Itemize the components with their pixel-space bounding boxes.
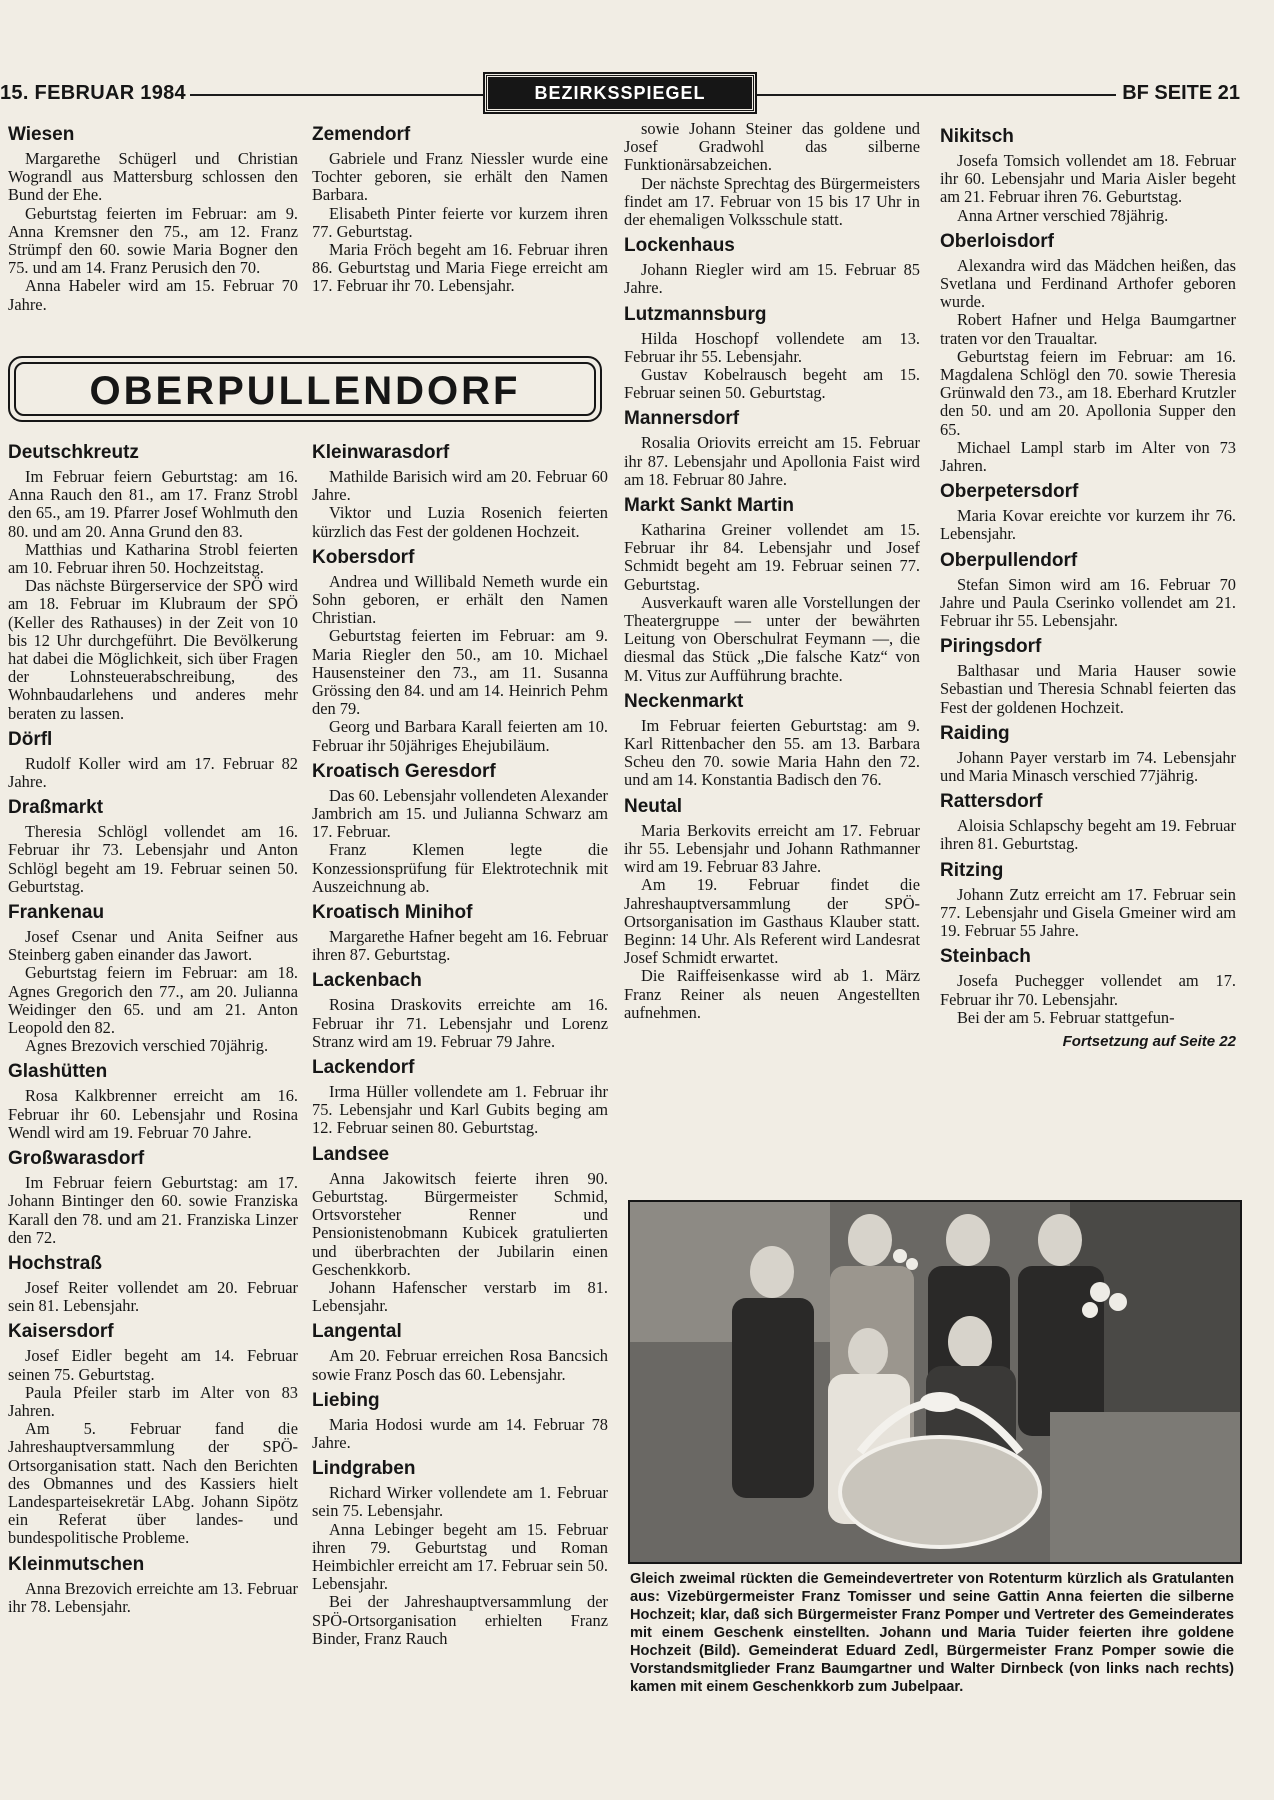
article-paragraph: Josefa Tomsich vollendet am 18. Februar ihr 60. Lebensjahr und Maria Aisler begeht am 21. Februar ihren 76. Geburtstag. — [940, 151, 1236, 207]
article-paragraph: Josef Csenar und Anita Seifner aus Steinberg gaben einander das Jawort. — [8, 927, 298, 965]
article — [940, 946, 1236, 1027]
article-heading: Nikitsch — [940, 126, 1014, 147]
district-title: OBERPULLENDORF — [14, 362, 596, 416]
article — [312, 761, 608, 896]
article — [624, 235, 920, 297]
article — [8, 797, 298, 896]
article-heading: Rattersdorf — [940, 791, 1043, 813]
article-heading: Hochstraß — [8, 1252, 102, 1274]
article-paragraph: Rudolf Koller wird am 17. Februar 82 Jahre. — [8, 753, 298, 792]
article-heading: Draßmarkt — [8, 797, 104, 819]
article-heading: Frankenau — [8, 902, 105, 924]
article-paragraph: Geburtstag feierten im Februar: am 9. Anna Kremsner den 75., am 12. Franz Strümpf den 60. sowie Maria Bogner den 75. und am 14. Franz Perusich den 70. — [8, 203, 298, 278]
article-paragraph: Ausverkauft waren alle Vorstellungen der Theatergruppe — unter der bewährten Leitung von Oberschulrat Feymann —, die diesmal das Stück „Die falsche Katz“ von M. Vitus zur Aufführung brachte. — [624, 592, 920, 685]
article-heading: Glashütten — [8, 1061, 108, 1083]
article-paragraph: Balthasar und Maria Hauser sowie Sebastian und Theresia Schnabl feierten das Fest der goldenen Hochzeit. — [940, 661, 1236, 717]
article — [940, 550, 1236, 631]
article — [312, 1458, 608, 1648]
article-paragraph: Rosalia Oriovits erreicht am 15. Februar ihr 87. Lebensjahr und Apollonia Faist wird am 18. Februar 80 Jahre. — [624, 433, 920, 489]
article-paragraph: Katharina Greiner vollendet am 15. Februar ihr 84. Lebensjahr und Josef Schmidt begeht am 19. Februar seinen 77. Geburtstag. — [624, 520, 920, 594]
article-paragraph: Maria Hodosi wurde am 14. Februar 78 Jahre. — [312, 1414, 608, 1452]
article-paragraph: Irma Hüller vollendete am 1. Februar ihr 75. Lebensjahr und Karl Gubits beging am 12. Februar seinen 80. Geburtstag. — [312, 1082, 608, 1138]
issue-date: 15. FEBRUAR 1984 — [0, 82, 190, 105]
article-paragraph: Franz Klemen legte die Konzessionsprüfung für Elektrotechnik mit Auszeichnung ab. — [312, 840, 608, 896]
article — [8, 1321, 298, 1547]
article — [8, 729, 298, 791]
article-heading: Kleinmutschen — [8, 1553, 145, 1575]
article-heading: Piringsdorf — [940, 636, 1042, 658]
article-heading: Lackenbach — [312, 970, 422, 992]
article — [940, 791, 1236, 853]
article — [8, 1148, 298, 1247]
article — [624, 495, 920, 685]
article-paragraph: Anna Brezovich erreichte am 13. Februar ihr 78. Lebensjahr. — [8, 1578, 298, 1616]
article — [8, 1253, 298, 1315]
continued-note: Fortsetzung auf Seite 22 — [1062, 1032, 1236, 1050]
article — [312, 547, 608, 755]
page-header — [0, 82, 1240, 108]
article-paragraph: Am 20. Februar erreichen Rosa Bancsich sowie Franz Posch das 60. Lebensjahr. — [312, 1346, 608, 1384]
article — [940, 231, 1236, 475]
article-paragraph: Rosa Kalkbrenner erreicht am 16. Februar ihr 60. Lebensjahr und Rosina Wendl wird am 19. Februar 70 Jahre. — [8, 1086, 298, 1142]
article-paragraph: Josefa Puchegger vollendet am 17. Februar ihr 70. Lebensjahr. — [940, 971, 1236, 1009]
header-rule-right — [750, 94, 1120, 96]
article-heading: Neutal — [624, 795, 683, 817]
article — [312, 1057, 608, 1138]
article-paragraph: Elisabeth Pinter feierte vor kurzem ihren 77. Geburtstag. — [312, 203, 608, 241]
article-paragraph: Josef Eidler begeht am 14. Februar seinen 75. Geburtstag. — [8, 1346, 298, 1384]
article-heading: Raiding — [940, 722, 1010, 744]
photo-caption: Gleich zweimal rückten die Gemeindevertreter von Rotenturm kürzlich als Gratulanten aus: Vizebürgermeister Franz Tomisser und seine Gattin Anna feierten die silberne Hochzeit; klar, daß sich Bürgermeister Franz Pomper und Vertreter des Gemeinderates mit einem Geschenk einstellten. Johann und Maria Tuider feierten ihre goldene Hochzeit (Bild). Gemeinderat Eduard Zedl, Bürgermeister Franz Pomper sowie die Vorstandsmitglieder Franz Baumgartner und Walter Dirnbeck (von links nach rechts) kamen mit einem Geschenkkorb zum Jubelpaar. — [630, 1571, 1234, 1695]
article-heading: Kroatisch Geresdorf — [312, 760, 496, 782]
article-paragraph: Johann Payer verstarb im 74. Lebensjahr und Maria Minasch verschied 77jährig. — [940, 747, 1236, 786]
article — [312, 1390, 608, 1452]
article-heading: Großwarasdorf — [8, 1148, 145, 1170]
article-paragraph: Maria Kovar ereichte vor kurzem ihr 76. Lebensjahr. — [940, 506, 1236, 544]
article-paragraph: Alexandra wird das Mädchen heißen, das Svetlana und Ferdinand Arthofer geboren wurde. — [940, 255, 1236, 312]
article-heading: Deutschkreutz — [8, 442, 139, 463]
column-1 — [8, 436, 298, 1616]
article-paragraph: Andrea und Willibald Nemeth wurde ein Sohn geboren, er erhält den Namen Christian. — [312, 571, 608, 628]
article-paragraph: Robert Hafner und Helga Baumgartner traten vor den Traualtar. — [940, 310, 1236, 348]
article — [624, 408, 920, 489]
column-1-top — [8, 118, 298, 314]
article — [312, 442, 608, 541]
district-banner — [8, 356, 602, 422]
article-paragraph: sowie Johann Steiner das goldene und Josef Gradwohl das silberne Funktionärsabzeichen. — [624, 119, 920, 175]
article — [312, 970, 608, 1051]
article-paragraph: Im Februar feierten Geburtstag: am 9. Karl Rittenbacher den 55. am 13. Barbara Scheu den 70. sowie Maria Hahn den 72. und am 14. Konstantia Badisch den 76. — [624, 715, 920, 790]
article-paragraph: Bei der Jahreshauptversammlung der SPÖ-Ortsorganisation erhielten Franz Binder, Franz Rauch — [312, 1592, 608, 1648]
article — [940, 481, 1236, 543]
article-paragraph: Am 19. Februar findet die Jahreshauptversammlung der SPÖ-Ortsorganisation im Gasthaus Klauber statt. Beginn: 14 Uhr. Als Referent wird Landesrat Josef Schmidt erwartet. — [624, 875, 920, 968]
article — [8, 124, 298, 314]
article-paragraph: Theresia Schlögl vollendet am 16. Februar ihr 73. Lebensjahr und Anton Schlögl begeht am 19. Februar seinen 50. Geburtstag. — [8, 822, 298, 896]
article-paragraph: Margarethe Hafner begeht am 16. Februar ihren 87. Geburtstag. — [312, 927, 608, 965]
article-paragraph: Anna Habeler wird am 15. Februar 70 Jahre. — [8, 276, 298, 314]
article — [624, 120, 920, 229]
article — [940, 723, 1236, 785]
article-heading: Liebing — [312, 1389, 380, 1411]
article — [624, 304, 920, 403]
article-paragraph: Gabriele und Franz Niessler wurde eine Tochter geboren, sie erhält den Namen Barbara. — [312, 149, 608, 205]
article-heading: Steinbach — [940, 946, 1031, 968]
section-title: BEZIRKSSPIEGEL — [485, 74, 755, 112]
article-paragraph: Bei der am 5. Februar stattgefun- — [957, 1007, 1175, 1027]
article-paragraph: Josef Reiter vollendet am 20. Februar sein 81. Lebensjahr. — [8, 1277, 298, 1316]
column-2-top — [312, 118, 608, 296]
article-paragraph: Mathilde Barisich wird am 20. Februar 60 Jahre. — [312, 467, 608, 505]
article-paragraph: Im Februar feiern Geburtstag: am 16. Anna Rauch den 81., am 17. Franz Strobl den 65., am 19. Pfarrer Josef Wohlmuth den 80. und am 20. Anna Grund den 83. — [8, 467, 298, 541]
article — [8, 902, 298, 1055]
article-paragraph: Hilda Hoschopf vollendete am 13. Februar ihr 55. Lebensjahr. — [624, 328, 920, 366]
article-heading: Oberpullendorf — [940, 549, 1078, 571]
article-heading: Dörfl — [8, 728, 53, 750]
article-heading: Lockenhaus — [624, 235, 735, 257]
article — [624, 691, 920, 790]
article-paragraph: Richard Wirker vollendete am 1. Februar sein 75. Lebensjahr. — [312, 1483, 608, 1521]
page-number: BF SEITE 21 — [1116, 82, 1240, 105]
article — [940, 126, 1236, 225]
article-paragraph: Georg und Barbara Karall feierten am 10. Februar ihr 50jähriges Ehejubiläum. — [312, 717, 608, 755]
article-heading: Kobersdorf — [312, 546, 415, 568]
article — [312, 1144, 608, 1316]
article-paragraph: Margarethe Schügerl und Christian Wograndl aus Mattersburg schlossen den Bund der Ehe. — [8, 149, 298, 205]
article — [312, 902, 608, 964]
article-paragraph: Im Februar feiern Geburtstag: am 17. Johann Bintinger den 60. sowie Franziska Karall den 78. und am 21. Franziska Linzer den 72. — [8, 1173, 298, 1247]
article-heading: Wiesen — [8, 124, 75, 145]
article — [8, 1554, 298, 1616]
article — [312, 124, 608, 296]
article-paragraph: Maria Berkovits erreicht am 17. Februar ihr 55. Lebensjahr und Johann Rathmanner wird am 19. Februar 83 Jahre. — [624, 820, 920, 877]
article — [8, 1061, 298, 1142]
article-heading: Lindgraben — [312, 1458, 416, 1480]
article-paragraph: Matthias und Katharina Strobl feierten am 10. Februar ihren 50. Hochzeitstag. — [8, 539, 298, 578]
article-paragraph: Agnes Brezovich verschied 70jährig. — [25, 1036, 269, 1056]
article-paragraph: Gustav Kobelrausch begeht am 15. Februar seinen 50. Geburtstag. — [624, 365, 920, 403]
article-paragraph: Stefan Simon wird am 16. Februar 70 Jahre und Paula Cserinko vollendet am 21. Februar ihr 55. Lebensjahr. — [940, 574, 1236, 631]
article-heading: Markt Sankt Martin — [624, 495, 794, 517]
article-heading: Kleinwarasdorf — [312, 442, 450, 463]
article-heading: Mannersdorf — [624, 408, 740, 430]
article — [8, 442, 298, 723]
article-paragraph: Die Raiffeisenkasse wird ab 1. März Franz Reiner als neuen Angestellten aufnehmen. — [624, 966, 920, 1022]
article — [940, 860, 1236, 941]
column-2 — [312, 436, 608, 1648]
article-heading: Ritzing — [940, 859, 1004, 881]
article — [624, 796, 920, 1022]
article-paragraph: Johann Zutz erreicht am 17. Februar sein 77. Lebensjahr und Gisela Gmeiner wird am 19. Februar 55 Jahre. — [940, 884, 1236, 941]
article-paragraph: Am 5. Februar fand die Jahreshauptversammlung der SPÖ-Ortsorganisation statt. Nach den Berichten des Obmannes und des Kassiers hielt Landesparteisekretär LAbg. Johann Sipötz ein Referat über landes- und bundespolitische Probleme. — [8, 1419, 298, 1548]
photo-table — [1050, 1412, 1240, 1562]
column-3 — [624, 120, 920, 1022]
column-4 — [940, 120, 1236, 1051]
news-photo — [628, 1200, 1242, 1564]
article-paragraph: Anna Jakowitsch feierte ihren 90. Geburtstag. Bürgermeister Schmid, Ortsvorsteher Renner und Pensionistenobmann Kubicek gratulierten und überbrachten der Jubilarin einen Geschenkkorb. — [312, 1168, 608, 1279]
article-heading: Landsee — [312, 1143, 390, 1165]
header-rule-left — [150, 94, 490, 96]
article-paragraph: Rosina Draskovits erreichte am 16. Februar ihr 71. Lebensjahr und Lorenz Stranz wird am 19. Februar 79 Jahre. — [312, 995, 608, 1051]
article-paragraph: Geburtstag feierten im Februar: am 9. Maria Riegler den 50., am 10. Michael Hausensteiner den 73., am 11. Susanna Grössing den 84. und am 14. Heinrich Pehm den 79. — [312, 626, 608, 719]
article — [312, 1321, 608, 1383]
article-heading: Oberloisdorf — [940, 230, 1055, 252]
article-paragraph: Maria Fröch begeht am 16. Februar ihren 86. Geburtstag und Maria Fiege erreicht am 17. Februar ihr 70. Lebensjahr. — [312, 240, 608, 296]
article-heading: Kaisersdorf — [8, 1321, 114, 1343]
article-heading: Zemendorf — [312, 124, 411, 145]
article-heading: Langental — [312, 1321, 402, 1343]
article-paragraph: Das 60. Lebensjahr vollendeten Alexander Jambrich am 15. und Julianna Schwarz am 17. Februar. — [312, 785, 609, 842]
article-paragraph: Geburtstag feiern im Februar: am 18. Agnes Gregorich den 77., am 20. Julianna Weidinger den 65. und am 21. Anton Leopold den 82. — [8, 963, 298, 1038]
article-paragraph: Geburtstag feiern im Februar: am 16. Magdalena Schlögl den 70. sowie Theresia Grünwald den 73., am 18. Eberhard Krutzler den 50. und am 20. Apollonia Supper den 65. — [940, 346, 1236, 439]
article-paragraph: Michael Lampl starb im Alter von 73 Jahren. — [940, 437, 1236, 476]
article-paragraph: Anna Artner verschied 78jährig. — [957, 205, 1169, 225]
article — [940, 636, 1236, 717]
article-paragraph: Johann Riegler wird am 15. Februar 85 Jahre. — [624, 260, 920, 298]
article-paragraph: Der nächste Sprechtag des Bürgermeisters findet am 17. Februar von 15 bis 17 Uhr in der ehemaligen Volksschule statt. — [624, 173, 920, 230]
article-paragraph: Aloisia Schlapschy begeht am 19. Februar ihren 81. Geburtstag. — [940, 816, 1236, 854]
photo-illustration — [630, 1202, 1240, 1562]
article-paragraph: Das nächste Bürgerservice der SPÖ wird am 18. Februar im Klubraum der SPÖ (Keller des Rathauses) in der Zeit von 10 bis 12 Uhr durchgeführt. Die Bevölkerung hat dabei die Möglichkeit, sich über Fragen der Lohnsteuerabschreibung, des Wohnbaudarlehens und anderes mehr beraten zu lassen. — [8, 576, 298, 723]
article-heading: Neckenmarkt — [624, 690, 744, 712]
article-heading: Oberpetersdorf — [940, 481, 1079, 503]
article-heading: Lackendorf — [312, 1057, 415, 1079]
article-heading: Kroatisch Minihof — [312, 902, 473, 924]
article-paragraph: Anna Lebinger begeht am 15. Februar ihren 79. Geburtstag und Roman Heimbichler erreicht am 17. Februar sein 50. Lebensjahr. — [312, 1519, 608, 1594]
article-paragraph: Johann Hafenscher verstarb im 81. Lebensjahr. — [312, 1277, 608, 1316]
article-paragraph: Paula Pfeiler starb im Alter von 83 Jahren. — [8, 1382, 298, 1420]
article-paragraph: Viktor und Luzia Rosenich feierten kürzlich das Fest der goldenen Hochzeit. — [312, 503, 608, 541]
article-heading: Lutzmannsburg — [624, 303, 767, 325]
